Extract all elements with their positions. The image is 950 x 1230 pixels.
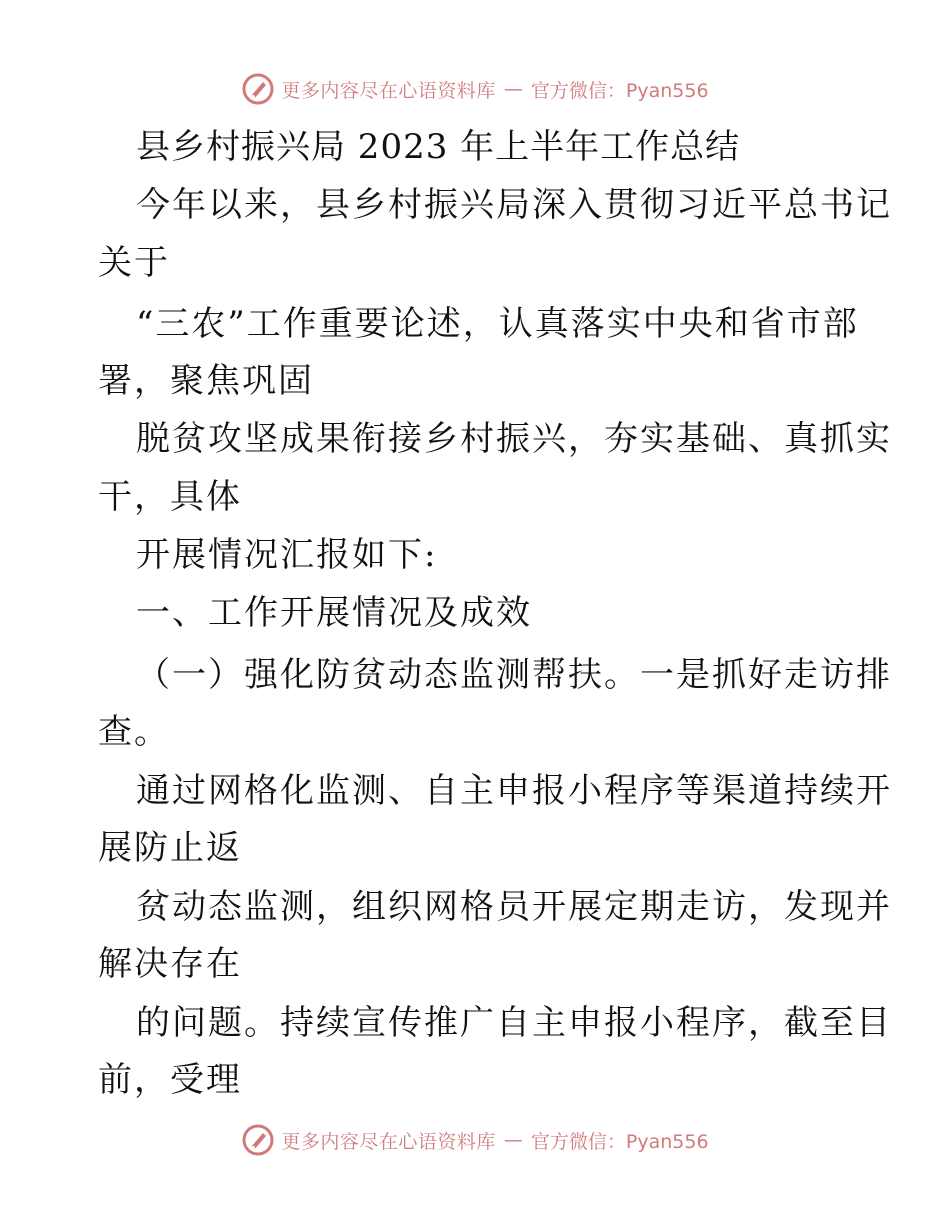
paragraph-line: 展防止返: [98, 828, 242, 868]
footer-watermark: [0, 1123, 950, 1157]
watermark-text: 更多内容尽在心语资料库: [281, 79, 496, 102]
section-heading: 一、工作开展情况及成效: [136, 593, 532, 633]
paragraph-line: 查。: [98, 712, 170, 752]
watermark-contact: 官方微信：Pyan556: [530, 79, 709, 102]
pen-logo-icon: [241, 72, 275, 106]
paragraph-line: 开展情况汇报如下:: [136, 535, 438, 575]
subsection-heading: （一）强化防贫动态监测帮扶。一是抓好走访排: [136, 655, 892, 695]
paragraph-line: 干，具体: [98, 477, 242, 517]
paragraph-line: 通过网格化监测、自主申报小程序等渠道持续开: [136, 771, 892, 811]
watermark-separator: —: [503, 78, 523, 100]
paragraph-line: “三农”工作重要论述，认真落实中央和省市部: [136, 304, 859, 344]
header-watermark: [0, 72, 950, 106]
paragraph-line: 今年以来，县乡村振兴局深入贯彻习近平总书记: [136, 185, 892, 225]
watermark-contact: 官方微信：Pyan556: [530, 1130, 709, 1153]
watermark-text: 更多内容尽在心语资料库: [281, 1130, 496, 1153]
watermark-separator: —: [503, 1129, 523, 1151]
paragraph-line: 解决存在: [98, 944, 242, 984]
document-title: 县乡村振兴局 2023 年上半年工作总结: [136, 127, 741, 167]
paragraph-line: 关于: [98, 243, 170, 283]
pen-logo-icon: [241, 1123, 275, 1157]
paragraph-line: 前，受理: [98, 1060, 242, 1100]
paragraph-line: 贫动态监测，组织网格员开展定期走访，发现并: [136, 887, 892, 927]
paragraph-line: 的问题。持续宣传推广自主申报小程序，截至目: [136, 1003, 892, 1043]
paragraph-line: 署，聚焦巩固: [98, 361, 314, 401]
paragraph-line: 脱贫攻坚成果衔接乡村振兴，夯实基础、真抓实: [136, 419, 892, 459]
